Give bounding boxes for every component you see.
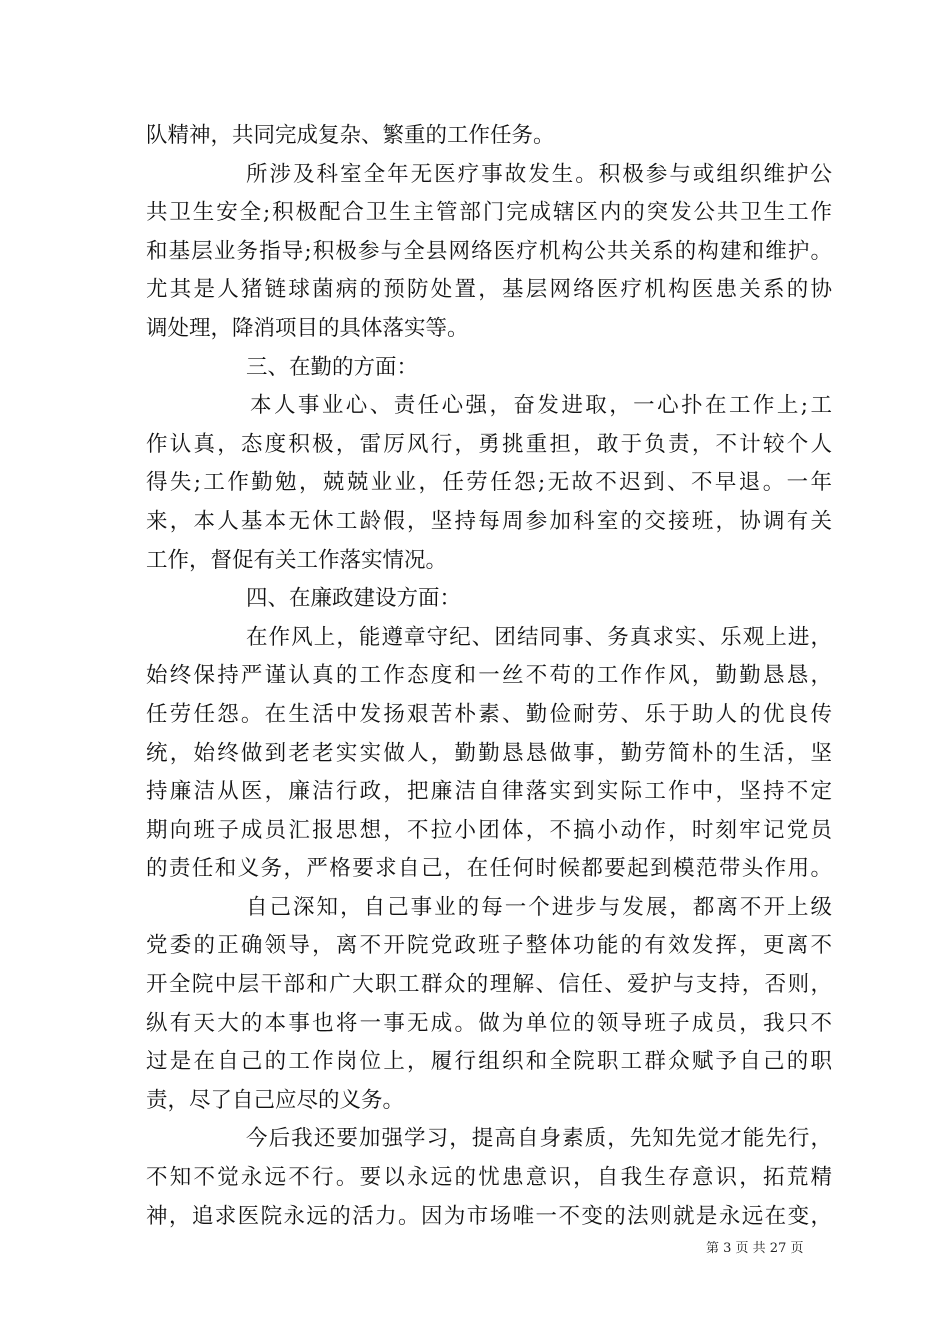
- text-line: 作认真，态度积极，雷厉风行，勇挑重担，敢于负责，不计较个人: [146, 431, 832, 457]
- text-line: 统，始终做到老老实实做人，勤勤恳恳做事，勤劳简朴的生活，坚: [146, 740, 832, 766]
- text-line: 自己深知，自己事业的每一个进步与发展，都离不开上级: [246, 894, 832, 920]
- text-line: 过是在自己的工作岗位上，履行组织和全院职工群众赋予自己的职: [146, 1049, 832, 1075]
- page-number-footer: 第 3 页 共 27 页: [706, 1241, 804, 1256]
- text-line: 调处理，降消项目的具体落实等。: [146, 315, 469, 341]
- text-line: 队精神，共同完成复杂、繁重的工作任务。: [146, 123, 555, 148]
- text-line: 在作风上，能遵章守纪、团结同事、务真求实、乐观上进，: [246, 624, 832, 650]
- text-line: 得失;工作勤勉，兢兢业业，任劳任怨;无故不迟到、不早退。一年: [146, 470, 832, 496]
- text-line: 本人事业心、责任心强，奋发进取，一心扑在工作上;工: [250, 393, 832, 419]
- text-line: 所涉及科室全年无医疗事故发生。积极参与或组织维护公: [246, 161, 832, 187]
- document-body: [146, 117, 832, 1236]
- section-heading: 三、在勤的方面：: [246, 354, 419, 380]
- text-line: 持廉洁从医，廉洁行政，把廉洁自律落实到实际工作中，坚持不定: [146, 779, 832, 805]
- text-line: 开全院中层干部和广大职工群众的理解、信任、爱护与支持，否则，: [146, 972, 832, 998]
- text-line: 来，本人基本无休工龄假，坚持每周参加科室的交接班，协调有关: [146, 508, 832, 534]
- text-line: 神，追求医院永远的活力。因为市场唯一不变的法则就是永远在变，: [146, 1203, 832, 1229]
- text-line: 的责任和义务，严格要求自己，在任何时候都要起到模范带头作用。: [146, 856, 832, 882]
- text-line: 始终保持严谨认真的工作态度和一丝不苟的工作作风，勤勤恳恳，: [146, 663, 832, 689]
- text-line: 责，尽了自己应尽的义务。: [146, 1087, 405, 1113]
- text-line: 纵有天大的本事也将一事无成。做为单位的领导班子成员，我只不: [146, 1010, 832, 1036]
- text-line: 党委的正确领导，离不开院党政班子整体功能的有效发挥，更离不: [146, 933, 832, 959]
- text-line: 尤其是人猪链球菌病的预防处置，基层网络医疗机构医患关系的协: [146, 277, 832, 303]
- text-line: 共卫生安全;积极配合卫生主管部门完成辖区内的突发公共卫生工作: [146, 200, 832, 226]
- text-line: 期向班子成员汇报思想，不拉小团体，不搞小动作，时刻牢记党员: [146, 817, 832, 843]
- text-line: 任劳任怨。在生活中发扬艰苦朴素、勤俭耐劳、乐于助人的优良传: [146, 701, 832, 727]
- section-heading: 四、在廉政建设方面：: [246, 586, 462, 612]
- text-line: 不知不觉永远不行。要以永远的忧患意识，自我生存意识，拓荒精: [146, 1165, 832, 1191]
- text-line: 工作，督促有关工作落实情况。: [146, 547, 448, 573]
- text-line: 和基层业务指导;积极参与全县网络医疗机构公共关系的构建和维护。: [146, 238, 832, 264]
- text-line: 今后我还要加强学习，提高自身素质，先知先觉才能先行，: [246, 1126, 832, 1152]
